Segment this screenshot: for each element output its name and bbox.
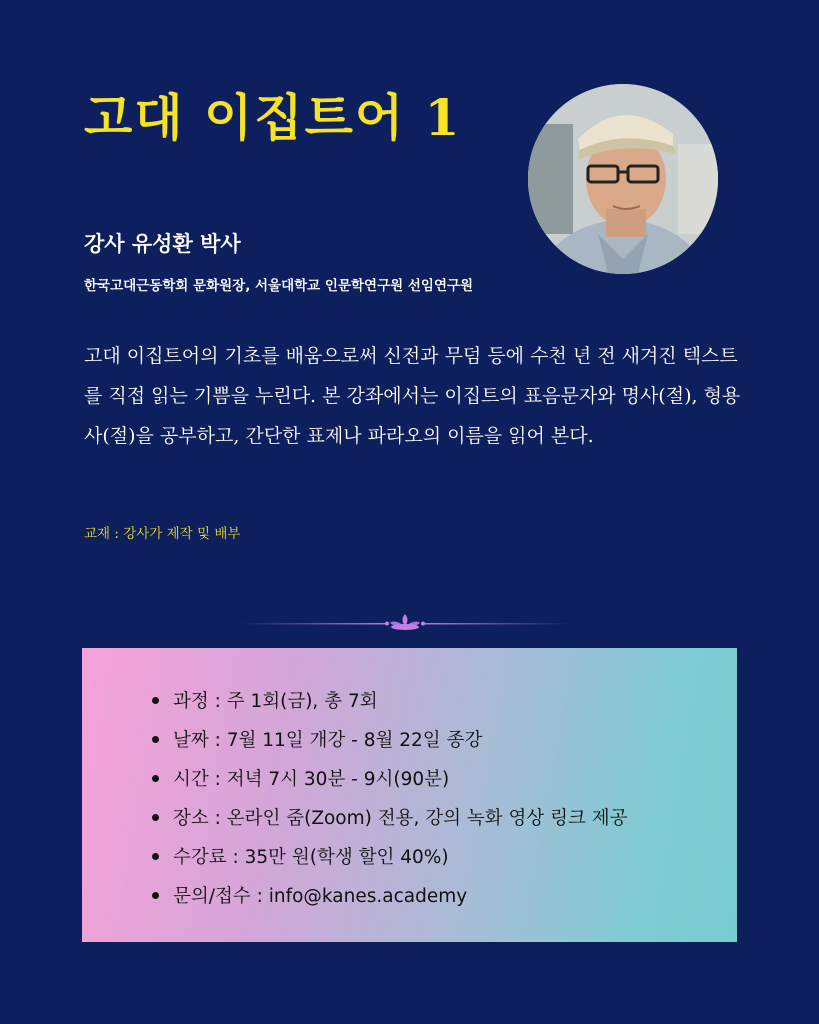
bullet-icon bbox=[152, 892, 159, 899]
info-item-time: 시간 : 저녁 7시 30분 - 9시(90분) bbox=[152, 760, 628, 799]
info-item-contact: 문의/접수 : info@kanes.academy bbox=[152, 877, 628, 916]
lecturer-name: 강사 유성환 박사 bbox=[84, 232, 241, 256]
course-title: 고대 이집트어 1 bbox=[84, 88, 462, 147]
textbook-note: 교재 : 강사가 제작 및 배부 bbox=[84, 526, 241, 542]
lotus-ornament-icon bbox=[240, 610, 570, 634]
lecturer-photo bbox=[528, 84, 718, 274]
course-info-list bbox=[152, 682, 628, 916]
bullet-icon bbox=[152, 736, 159, 743]
info-item-place: 장소 : 온라인 줌(Zoom) 전용, 강의 녹화 영상 링크 제공 bbox=[152, 799, 628, 838]
info-item-fee: 수강료 : 35만 원(학생 할인 40%) bbox=[152, 838, 628, 877]
info-item-course: 과정 : 주 1회(금), 총 7회 bbox=[152, 682, 628, 721]
bullet-icon bbox=[152, 853, 159, 860]
lecturer-affiliation: 한국고대근동학회 문화원장, 서울대학교 인문학연구원 선임연구원 bbox=[84, 278, 474, 294]
bullet-icon bbox=[152, 814, 159, 821]
info-item-dates: 날짜 : 7월 11일 개강 - 8월 22일 종강 bbox=[152, 721, 628, 760]
course-info-box bbox=[82, 648, 737, 942]
bullet-icon bbox=[152, 697, 159, 704]
bullet-icon bbox=[152, 775, 159, 782]
course-description: 고대 이집트어의 기초를 배움으로써 신전과 무덤 등에 수천 년 전 새겨진 텍스트를 직접 읽는 기쁨을 누린다. 본 강좌에서는 이집트의 표음문자와 명사(절), 형용사(절)을 공부하고, 간단한 표제나 파라오의 이름을 읽어 본다. bbox=[84, 345, 741, 447]
